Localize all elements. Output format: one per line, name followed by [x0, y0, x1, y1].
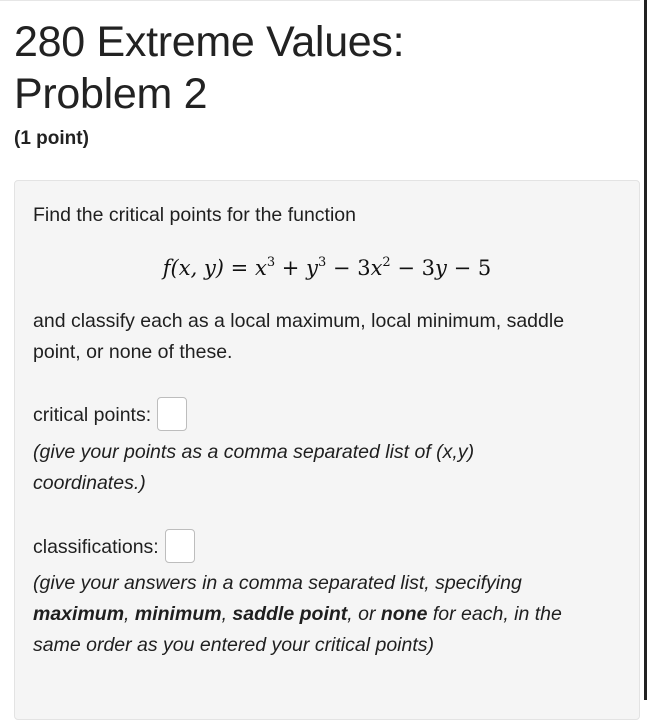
hint-sep-1: ,: [124, 603, 135, 625]
formula-term-y: y: [306, 256, 318, 280]
formula-exp-3: 2: [382, 255, 391, 270]
formula-lhs: f(x, y) =: [162, 256, 249, 280]
classifications-label: classifications:: [33, 536, 159, 559]
hint-tail: for each, in the: [427, 603, 562, 625]
formula-op-3: − 3: [397, 256, 436, 280]
hint-or: , or: [347, 603, 381, 625]
critical-points-row: [33, 399, 187, 433]
formula-term-x2: x: [370, 256, 383, 280]
hint-sep-2: ,: [221, 603, 233, 625]
classifications-input[interactable]: [165, 529, 195, 563]
formula-term-x: x: [254, 256, 267, 280]
formula-exp-2: 3: [317, 255, 327, 270]
classify-instructions: [33, 306, 564, 368]
hint-saddle-point: saddle point: [232, 603, 348, 625]
critical-points-hint: [33, 437, 474, 499]
page-title: [14, 16, 404, 120]
hint-maximum: maximum: [33, 603, 125, 625]
critical-hint-line-1: (give your points as a comma separated list of (x,y): [33, 441, 475, 463]
classifications-hint: [33, 568, 562, 661]
formula-term-y2: y: [435, 256, 447, 280]
hint-none: none: [380, 603, 428, 625]
critical-points-label: critical points:: [33, 404, 152, 427]
class-hint-line-3: same order as you entered your critical points): [33, 634, 435, 656]
title-line-1: 280 Extreme Values:: [14, 18, 405, 66]
window-edge: [644, 0, 647, 700]
function-formula: [15, 255, 639, 280]
classifications-row: [33, 531, 195, 565]
critical-hint-line-2: coordinates.): [33, 472, 146, 494]
class-hint-line-1: (give your answers in a comma separated list, specifying: [33, 572, 522, 594]
points-label: (1 point): [14, 128, 89, 149]
classify-line-1: and classify each as a local maximum, local minimum, saddle: [33, 310, 565, 332]
critical-points-input[interactable]: [157, 397, 187, 431]
top-divider: [0, 0, 640, 1]
classify-line-2: point, or none of these.: [33, 341, 233, 363]
intro-text: Find the critical points for the function: [33, 204, 356, 226]
formula-op-2: − 3: [332, 256, 371, 280]
formula-tail: − 5: [453, 256, 492, 280]
formula-exp-1: 3: [266, 255, 276, 270]
hint-minimum: minimum: [134, 603, 222, 625]
formula-op-1: +: [281, 256, 300, 280]
title-line-2: Problem 2: [14, 70, 208, 118]
problem-card: [14, 180, 640, 720]
